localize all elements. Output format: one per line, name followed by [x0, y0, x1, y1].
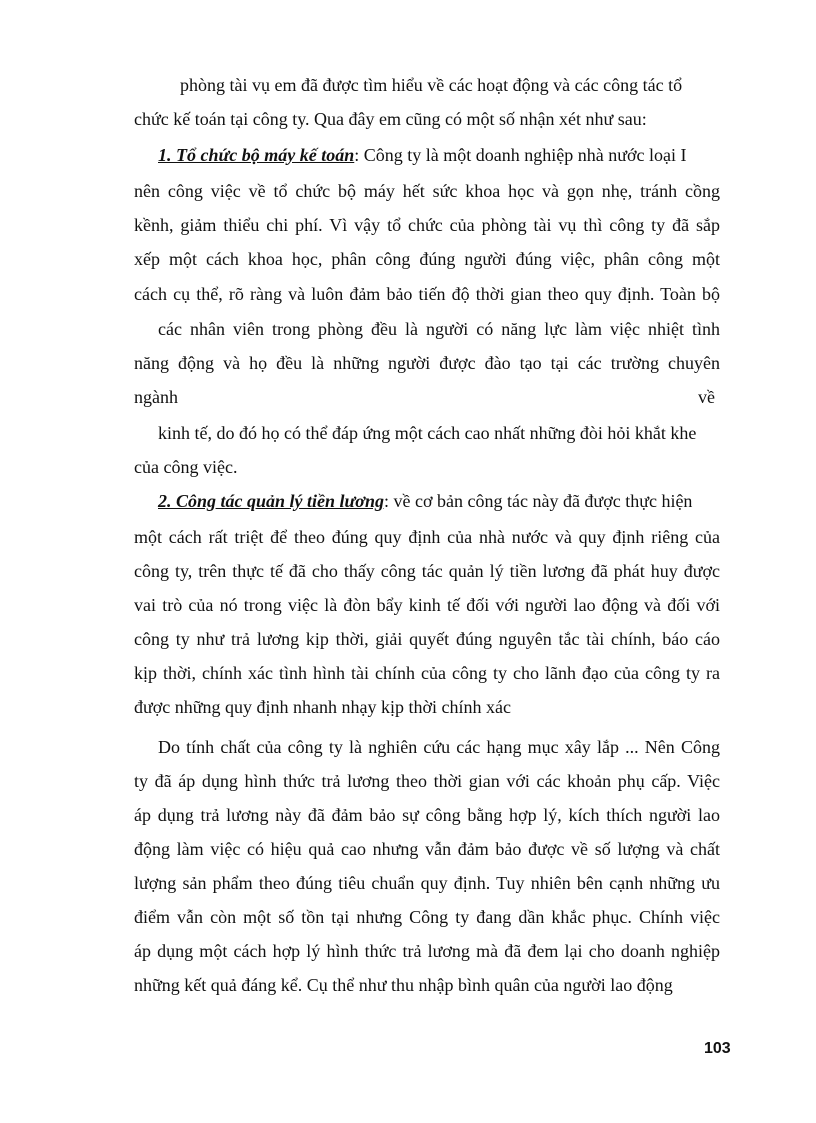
paragraph-line: cách cụ thể, rõ ràng và luôn đảm bảo tiến độ thời gian theo quy định. Toàn bộ — [134, 284, 720, 304]
paragraph-line: điểm vẫn còn một số tồn tại nhưng Công ty đang dần khắc phục. Chính việc — [134, 907, 720, 927]
paragraph-line: Do tính chất của công ty là nghiên cứu các hạng mục xây lắp ... Nên Công — [158, 737, 720, 757]
paragraph-line: nên công việc về tổ chức bộ máy hết sức khoa học và gọn nhẹ, tránh cồng — [134, 181, 720, 201]
heading-colon: : — [354, 145, 360, 165]
paragraph-line: của công việc. — [134, 457, 238, 477]
paragraph-line: áp dụng một cách hợp lý hình thức trả lương mà đã đem lại cho doanh nghiệp — [134, 941, 720, 961]
paragraph-line: về — [698, 387, 715, 407]
paragraph-line: công ty, trên thực tế đã cho thấy công tác quản lý tiền lương đã phát huy được — [134, 561, 720, 581]
paragraph-line: ty đã áp dụng hình thức trả lương theo thời gian với các khoản phụ cấp. Việc — [134, 771, 720, 791]
paragraph-line: lượng sản phẩm theo đúng tiêu chuẩn quy định. Tuy nhiên bên cạnh những ưu — [134, 873, 720, 893]
paragraph-line: được những quy định nhanh nhạy kịp thời chính xác — [134, 697, 511, 717]
paragraph-line: động làm việc có hiệu quả cao nhưng vẫn đảm bảo được về số lượng và chất — [134, 839, 720, 859]
paragraph-text: Công ty là một doanh nghiệp nhà nước loại I — [363, 145, 687, 165]
section-heading-1: 1. Tổ chức bộ máy kế toán — [158, 145, 355, 165]
paragraph-line: xếp một cách khoa học, phân công đúng người đúng việc, phân công một — [134, 249, 720, 269]
paragraph-line: kềnh, giảm thiểu chi phí. Vì vậy tổ chức của phòng tài vụ thì công ty đã sắp — [134, 215, 720, 235]
paragraph-line: vai trò của nó trong việc là đòn bẩy kinh tế đối với người lao động và đối với — [134, 595, 720, 615]
paragraph-line: công ty như trả lương kịp thời, giải quyết đúng nguyên tắc tài chính, báo cáo — [134, 629, 720, 649]
paragraph-text: về cơ bản công tác này đã được thực hiện — [393, 491, 693, 511]
page-number: 103 — [704, 1040, 731, 1057]
section-heading-2: 2. Công tác quản lý tiền lương — [158, 491, 384, 511]
paragraph-line: phòng tài vụ em đã được tìm hiểu về các hoạt động và các công tác tổ — [180, 75, 683, 95]
section-heading-line — [158, 144, 687, 166]
paragraph-line: kinh tế, do đó họ có thể đáp ứng một cách cao nhất những đòi hỏi khắt khe — [158, 423, 697, 443]
paragraph-line: những kết quả đáng kể. Cụ thể như thu nhập bình quân của người lao động — [134, 975, 673, 995]
paragraph-line: chức kế toán tại công ty. Qua đây em cũng có một số nhận xét như sau: — [134, 109, 647, 129]
paragraph-line: một cách rất triệt để theo đúng quy định của nhà nước và quy định riêng của — [134, 527, 720, 547]
paragraph-line: các nhân viên trong phòng đều là người có năng lực làm việc nhiệt tình — [158, 319, 720, 339]
paragraph-line: kịp thời, chính xác tình hình tài chính của công ty cho lãnh đạo của công ty ra — [134, 663, 720, 683]
paragraph-line: năng động và họ đều là những người được đào tạo tại các trường chuyên — [134, 353, 720, 373]
paragraph-line: áp dụng trả lương này đã đảm bảo sự công bằng hợp lý, kích thích người lao — [134, 805, 720, 825]
section-heading-line — [158, 490, 692, 512]
paragraph-line: ngành — [134, 387, 178, 407]
heading-colon: : — [383, 491, 389, 511]
